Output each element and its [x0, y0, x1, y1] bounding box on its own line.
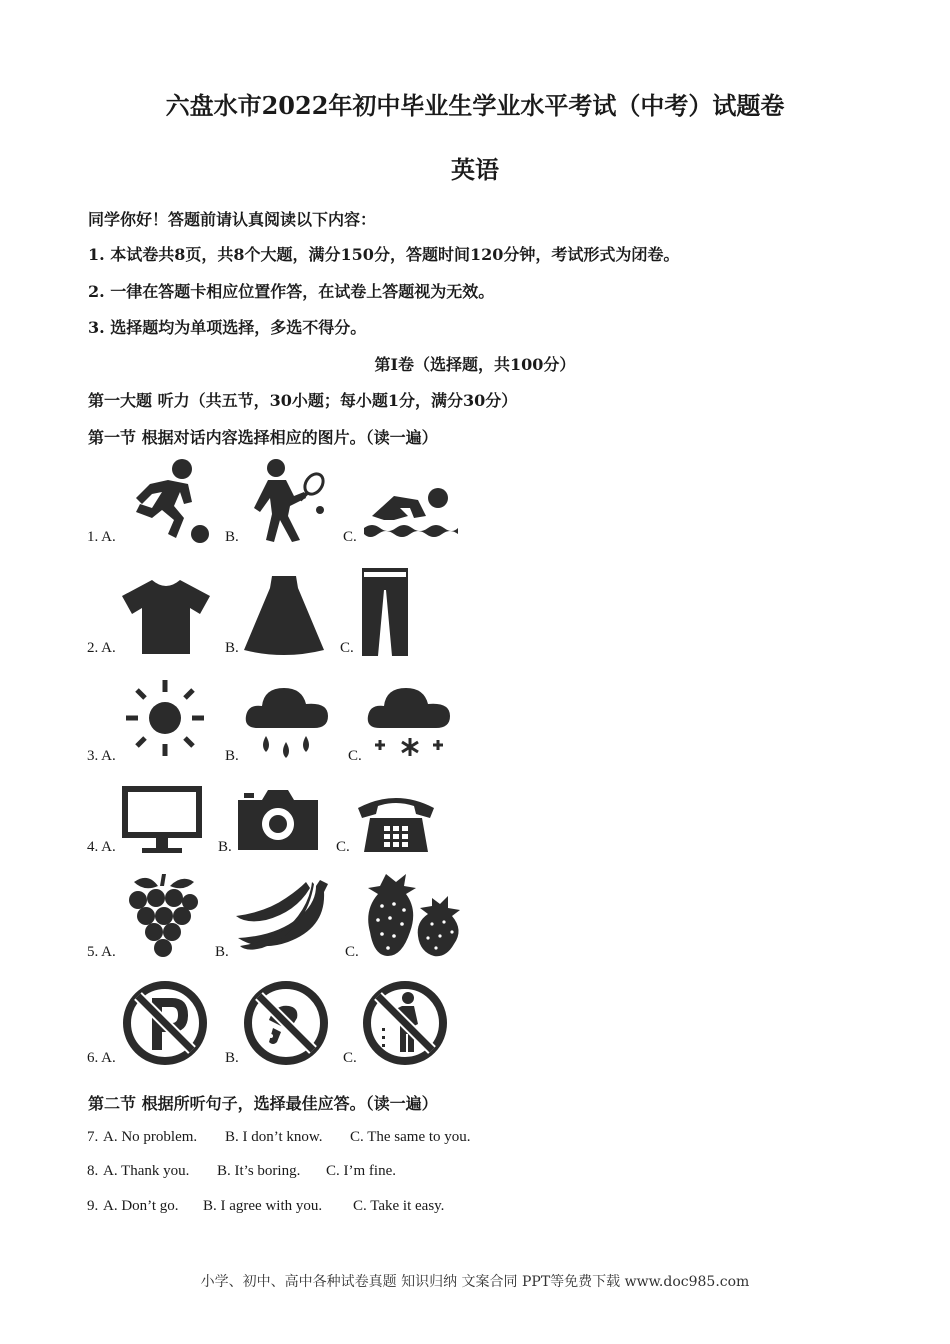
q4-label-c: C. [336, 839, 350, 855]
q3-label-a: 3. A. [87, 748, 116, 764]
no-parking-icon [122, 980, 208, 1066]
q1-label-b: B. [225, 529, 239, 545]
q2-label-b: B. [225, 640, 239, 656]
soccer-player-icon [122, 458, 212, 544]
no-littering-icon [362, 980, 448, 1066]
q3-label-b: B. [225, 748, 239, 764]
bananas-icon [236, 876, 330, 952]
section2-title: 第二节 根据所听句子，选择最佳应答。（读一遍） [88, 1094, 438, 1113]
q7-option-a: A. No problem. [103, 1129, 198, 1145]
swimmer-icon [364, 486, 458, 544]
notice-item-3: 3. 选择题均为单项选择，多选不得分。 [88, 318, 367, 337]
strawberries-icon [366, 870, 466, 958]
q3-label-c: C. [348, 748, 362, 764]
q1-label-a: 1. A. [87, 529, 116, 545]
q6-label-a: 6. A. [87, 1050, 116, 1066]
q9-option-c: C. Take it easy. [353, 1198, 445, 1214]
t-shirt-icon [122, 580, 210, 654]
q4-label-b: B. [218, 839, 232, 855]
notice-item-1: 1. 本试卷共8页，共8个大题，满分150分，答题时间120分钟，考试形式为闭卷。 [88, 245, 680, 264]
q8-option-a: A. Thank you. [103, 1163, 190, 1179]
q4-label-a: 4. A. [87, 839, 116, 855]
exam-title: 六盘水市2022年初中毕业生学业水平考试（中考）试题卷 [165, 91, 785, 120]
sun-icon [124, 678, 206, 758]
q8-option-c: C. I’m fine. [326, 1163, 396, 1179]
skirt-icon [244, 576, 324, 656]
monitor-icon [122, 786, 202, 854]
volume-title: 第Ⅰ卷（选择题，共100分） [374, 355, 576, 374]
telephone-icon [358, 794, 434, 852]
q2-label-c: C. [340, 640, 354, 656]
rain-cloud-icon [244, 684, 330, 760]
notice-intro: 同学你好！答题前请认真阅读以下内容： [88, 210, 377, 229]
tennis-player-icon [248, 458, 328, 544]
q7-number: 7. [87, 1129, 99, 1145]
q8-option-b: B. It’s boring. [217, 1163, 301, 1179]
grapes-icon [124, 872, 200, 958]
snow-cloud-icon [366, 684, 452, 760]
footer-text: 小学、初中、高中各种试卷真题 知识归纳 文案合同 PPT等免费下载 www.doc985.com [200, 1274, 750, 1290]
q7-option-b: B. I don’t know. [225, 1129, 323, 1145]
q5-label-a: 5. A. [87, 944, 116, 960]
q8-number: 8. [87, 1163, 99, 1179]
q5-label-b: B. [215, 944, 229, 960]
part1-title: 第一大题 听力（共五节，30小题；每小题1分，满分30分） [88, 391, 518, 410]
camera-icon [238, 788, 318, 850]
q5-label-c: C. [345, 944, 359, 960]
trousers-icon [360, 568, 410, 656]
q9-number: 9. [87, 1198, 99, 1214]
q6-label-c: C. [343, 1050, 357, 1066]
q9-option-a: A. Don’t go. [103, 1198, 179, 1214]
q2-label-a: 2. A. [87, 640, 116, 656]
no-food-icon [243, 980, 329, 1066]
subject-title: 英语 [451, 155, 499, 184]
q7-option-c: C. The same to you. [350, 1129, 471, 1145]
q9-option-b: B. I agree with you. [203, 1198, 323, 1214]
section1-title: 第一节 根据对话内容选择相应的图片。（读一遍） [88, 428, 438, 447]
notice-item-2: 2. 一律在答题卡相应位置作答，在试卷上答题视为无效。 [88, 282, 495, 301]
q1-label-c: C. [343, 529, 357, 545]
q6-label-b: B. [225, 1050, 239, 1066]
